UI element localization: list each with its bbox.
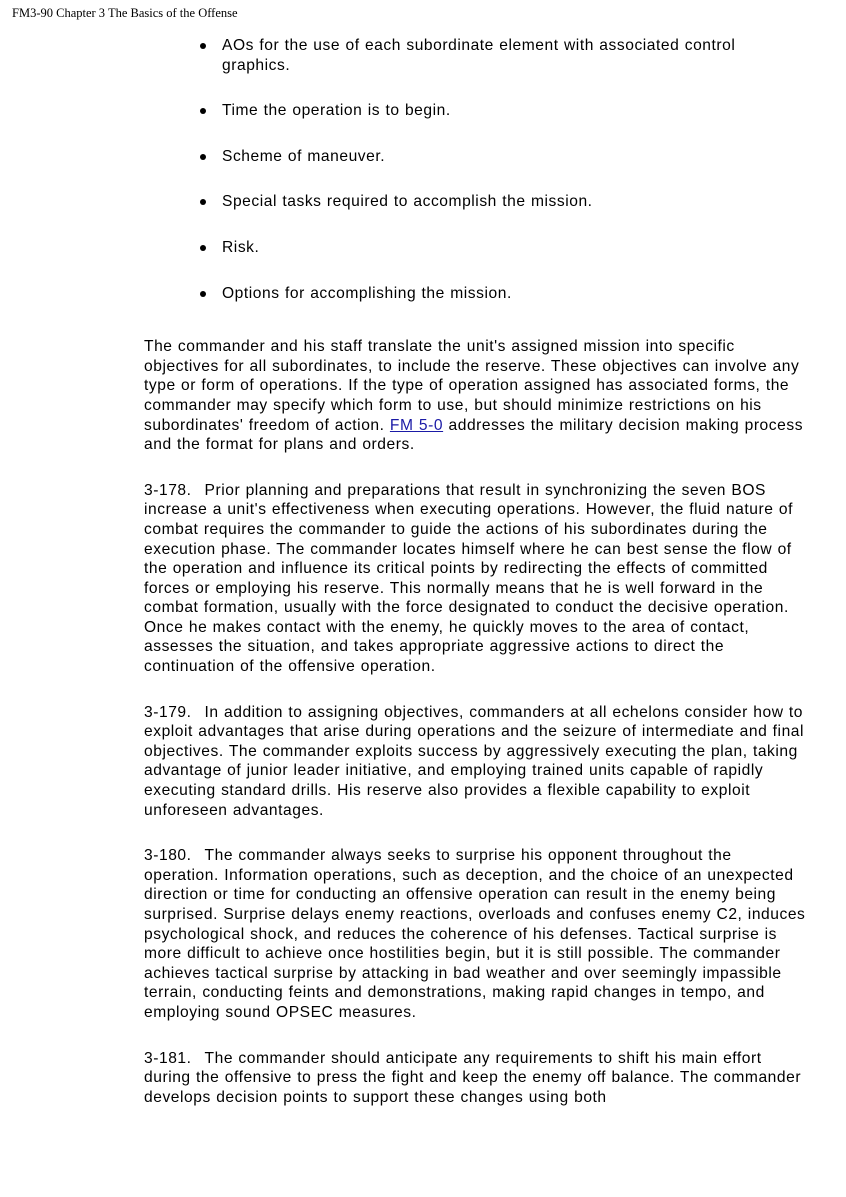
intro-paragraph (144, 337, 808, 455)
list-item-text: Time the operation is to begin. (222, 102, 451, 120)
list-item (200, 36, 808, 75)
paragraph-text: In addition to assigning objectives, commanders at all echelons consider how to exploit advantages that arise during operations and the seizure of intermediate and final objectives. The commander exploits success by aggressively executing the plan, taking advantage of junior leader initiative, and employing trained units capable of rapidly executing standard drills. His reserve also provides a flexible capability to exploit unforeseen advantages. (144, 703, 805, 819)
bullet-icon (200, 245, 206, 251)
paragraph-3-178 (144, 481, 808, 677)
paragraph-number: 3-181. (144, 1049, 192, 1067)
list-item-text: Options for accomplishing the mission. (222, 284, 512, 302)
list-item (200, 284, 808, 304)
list-item-text: Scheme of maneuver. (222, 147, 386, 165)
fm-5-0-link[interactable]: FM 5-0 (389, 416, 444, 434)
paragraph-3-179 (144, 703, 808, 821)
paragraph-number: 3-178. (144, 481, 192, 499)
paragraph-3-180 (144, 846, 808, 1022)
bullet-list (144, 36, 808, 303)
bullet-icon (200, 154, 206, 160)
list-item-text: AOs for the use of each subordinate element with associated control graphics. (222, 37, 736, 74)
intro-text: The commander and his staff translate the unit's assigned mission into specific objectives for all subordinates, to include the reserve. These objectives can involve any type or form of operations. If the type of operation assigned has associated forms, the commander may specify which form to use, but should minimize restrictions on his subordinates' freedom of action. (144, 338, 800, 434)
paragraph-3-181 (144, 1049, 808, 1108)
document-body (144, 36, 808, 1133)
paragraph-text: The commander always seeks to surprise his opponent throughout the operation. Information operations, such as deception, and the choice of an unexpected direction or time for conducting an offensive operation can result in the enemy being surprised. Surprise delays enemy reactions, overloads and confuses enemy C2, induces psychological shock, and reduces the coherence of his defenses. Tactical surprise is more difficult to achieve once hostilities begin, but it is still possible. The commander achieves tactical surprise by attacking in bad weather and over seemingly impassible terrain, conducting feints and demonstrations, making rapid changes in tempo, and employing sound OPSEC measures. (144, 847, 806, 1021)
list-item (200, 238, 808, 258)
bullet-icon (200, 108, 206, 114)
list-item (200, 147, 808, 167)
paragraph-number: 3-180. (144, 847, 192, 865)
list-item-text: Special tasks required to accomplish the mission. (222, 193, 593, 211)
page-header: FM3-90 Chapter 3 The Basics of the Offense (12, 6, 238, 20)
paragraph-text: The commander should anticipate any requirements to shift his main effort during the offensive to press the fight and keep the enemy off balance. The commander develops decision points to support these changes using both (144, 1049, 802, 1106)
bullet-icon (200, 199, 206, 205)
paragraph-number: 3-179. (144, 703, 192, 721)
list-item-text: Risk. (222, 238, 260, 256)
paragraph-text: Prior planning and preparations that result in synchronizing the seven BOS increase a unit's effectiveness when executing operations. However, the fluid nature of combat requires the commander to guide the actions of his subordinates during the execution phase. The commander locates himself where he can best sense the flow of the operation and influence its critical points by redirecting the effects of committed forces or employing his reserve. This normally means that he is well forward in the combat formation, usually with the force designated to conduct the decisive operation. Once he makes contact with the enemy, he quickly moves to the area of contact, assesses the situation, and takes appropriate aggressive actions to direct the continuation of the offensive operation. (144, 481, 793, 676)
list-item (200, 192, 808, 212)
intro-text-continued: addresses the military decision making process and the format for plans and orders. (144, 416, 804, 454)
bullet-icon (200, 291, 206, 297)
bullet-icon (200, 43, 206, 49)
list-item (200, 101, 808, 121)
